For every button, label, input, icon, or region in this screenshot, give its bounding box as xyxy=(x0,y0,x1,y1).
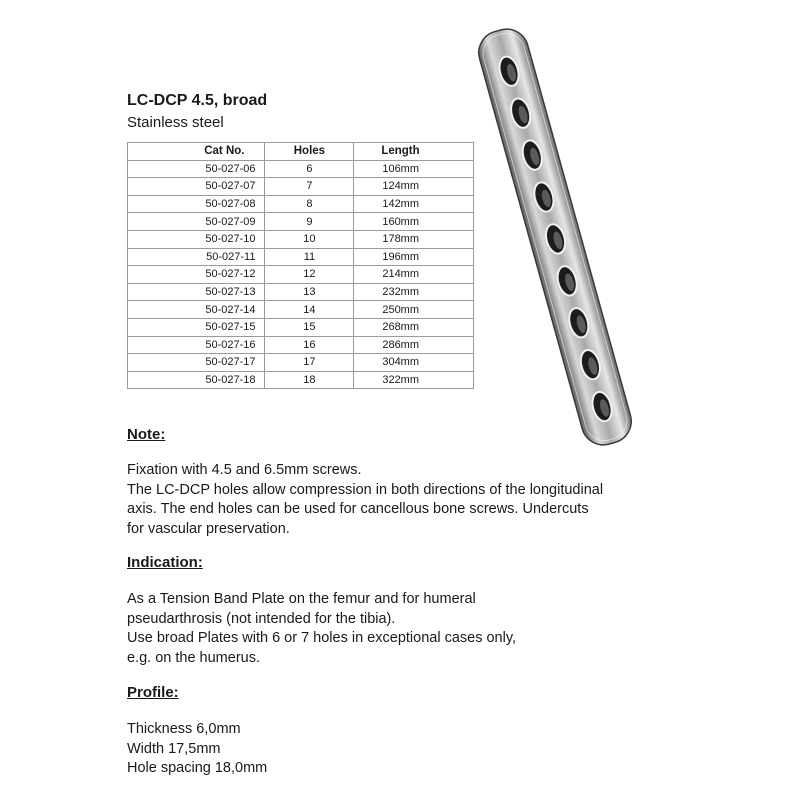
cell-holes: 10 xyxy=(265,230,354,248)
profile-line: Width 17,5mm xyxy=(127,740,221,757)
note-line: for vascular preservation. xyxy=(127,520,290,537)
cell-length: 178mm xyxy=(354,230,474,248)
profile-text xyxy=(127,720,687,779)
indication-line: pseudarthrosis (not intended for the tibia). xyxy=(127,610,396,627)
cell-cat-no: 50-027-14 xyxy=(128,301,265,319)
indication-line: Use broad Plates with 6 or 7 holes in exceptional cases only, xyxy=(127,630,517,646)
header-cat-no: Cat No. xyxy=(128,143,265,161)
cell-holes: 16 xyxy=(265,336,354,354)
cell-cat-no: 50-027-13 xyxy=(128,283,265,301)
cell-length: 142mm xyxy=(354,195,474,213)
cell-cat-no: 50-027-15 xyxy=(128,318,265,336)
cell-length: 250mm xyxy=(354,301,474,319)
cell-length: 232mm xyxy=(354,283,474,301)
table-header-row xyxy=(128,143,474,161)
bone-plate-image xyxy=(430,25,670,450)
header-length: Length xyxy=(354,143,474,161)
cell-length: 160mm xyxy=(354,213,474,231)
cell-cat-no: 50-027-09 xyxy=(128,213,265,231)
table-body xyxy=(128,160,474,389)
table-row xyxy=(128,318,474,336)
catalog-table xyxy=(127,142,474,389)
cell-holes: 13 xyxy=(265,283,354,301)
table-row xyxy=(128,195,474,213)
cell-cat-no: 50-027-12 xyxy=(128,266,265,284)
note-line: The LC-DCP holes allow compression in both directions of the longitudinal xyxy=(127,481,604,498)
profile-line: Hole spacing 18,0mm xyxy=(127,760,268,776)
table-row xyxy=(128,213,474,231)
table-row xyxy=(128,371,474,389)
cell-length: 322mm xyxy=(354,371,474,389)
indication-line: e.g. on the humerus. xyxy=(127,649,260,666)
table-row xyxy=(128,178,474,196)
header-holes: Holes xyxy=(265,143,354,161)
note-section xyxy=(127,426,165,443)
table-row xyxy=(128,283,474,301)
product-material: Stainless steel xyxy=(127,114,224,131)
cell-cat-no: 50-027-11 xyxy=(128,248,265,266)
cell-holes: 9 xyxy=(265,213,354,231)
cell-length: 214mm xyxy=(354,266,474,284)
cell-cat-no: 50-027-16 xyxy=(128,336,265,354)
cell-cat-no: 50-027-06 xyxy=(128,160,265,178)
note-text xyxy=(127,461,687,539)
cell-cat-no: 50-027-18 xyxy=(128,371,265,389)
table-row xyxy=(128,301,474,319)
cell-cat-no: 50-027-08 xyxy=(128,195,265,213)
cell-cat-no: 50-027-17 xyxy=(128,354,265,372)
table-row xyxy=(128,336,474,354)
cell-length: 268mm xyxy=(354,318,474,336)
profile-heading: Profile: xyxy=(127,684,179,701)
profile-line: Thickness 6,0mm xyxy=(127,721,241,737)
cell-holes: 14 xyxy=(265,301,354,319)
product-title: LC-DCP 4.5, broad xyxy=(127,92,268,109)
table-row xyxy=(128,230,474,248)
cell-length: 124mm xyxy=(354,178,474,196)
indication-line: As a Tension Band Plate on the femur and for humeral xyxy=(127,591,476,607)
indication-text xyxy=(127,590,687,668)
note-line: Fixation with 4.5 and 6.5mm screws. xyxy=(127,462,362,478)
cell-length: 106mm xyxy=(354,160,474,178)
indication-section xyxy=(127,554,203,571)
table-row xyxy=(128,248,474,266)
cell-holes: 17 xyxy=(265,354,354,372)
table-row xyxy=(128,160,474,178)
cell-cat-no: 50-027-10 xyxy=(128,230,265,248)
cell-cat-no: 50-027-07 xyxy=(128,178,265,196)
indication-heading: Indication: xyxy=(127,554,203,571)
cell-length: 286mm xyxy=(354,336,474,354)
note-line: axis. The end holes can be used for cancellous bone screws. Undercuts xyxy=(127,501,589,517)
cell-holes: 7 xyxy=(265,178,354,196)
cell-holes: 11 xyxy=(265,248,354,266)
note-heading: Note: xyxy=(127,426,166,443)
cell-holes: 18 xyxy=(265,371,354,389)
cell-length: 304mm xyxy=(354,354,474,372)
table-row xyxy=(128,266,474,284)
table-row xyxy=(128,354,474,372)
profile-section xyxy=(127,684,179,701)
cell-length: 196mm xyxy=(354,248,474,266)
cell-holes: 6 xyxy=(265,160,354,178)
cell-holes: 15 xyxy=(265,318,354,336)
cell-holes: 12 xyxy=(265,266,354,284)
cell-holes: 8 xyxy=(265,195,354,213)
